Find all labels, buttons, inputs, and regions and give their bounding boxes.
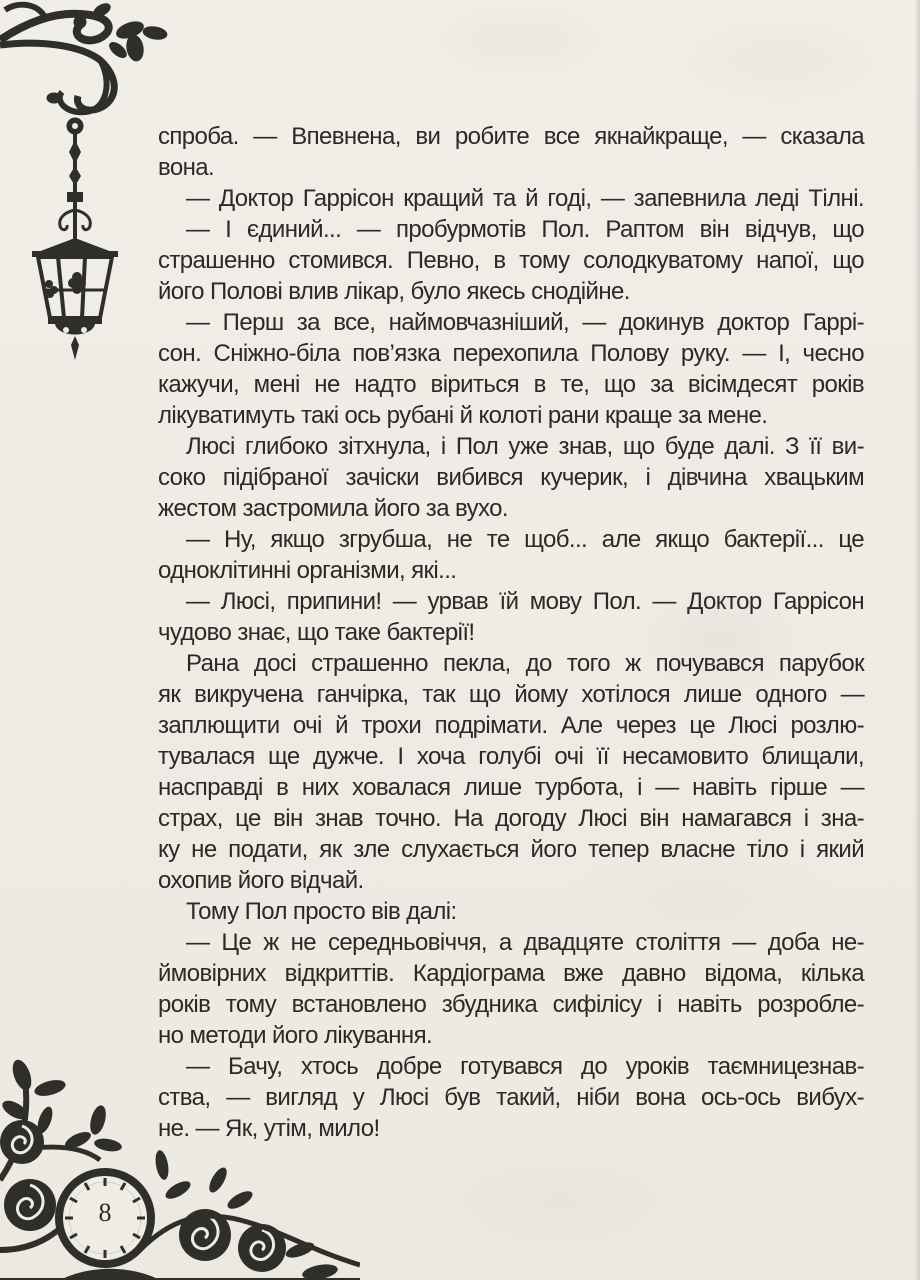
- text-line: кажучи, мені не надто віриться в те, що за вісімдесят років: [158, 371, 864, 398]
- text-line: — І єдиний... — пробурмотів Пол. Раптом він відчув, що: [186, 216, 864, 243]
- text-line: ймовірних відкриттів. Кардіограма вже давно відома, кілька: [158, 960, 864, 987]
- text-line: його Полові влив лікар, було якесь снодійне.: [158, 278, 630, 305]
- text-line: ку не подати, як зле слухається його тепер власне тіло і який: [158, 836, 864, 863]
- text-line: тувалася ще дужче. І хоча голубі очі її несамовито блищали,: [158, 743, 864, 770]
- lantern-ornament-icon: [0, 0, 180, 370]
- text-line: Люсі глибоко зітхнула, і Пол уже знав, що буде далі. З її ви-: [186, 433, 864, 460]
- text-line: як викручена ганчірка, так що йому хотілося лише одного —: [158, 681, 864, 708]
- text-line: одноклітинні організми, які...: [158, 557, 457, 584]
- text-line: страх, це він знав точно. На догоду Люсі він намагався і зна-: [158, 805, 864, 832]
- text-line: Тому Пол просто вів далі:: [186, 898, 457, 925]
- page-edge-shadow: [914, 0, 920, 1280]
- page-number: 8: [98, 1198, 112, 1227]
- text-line: насправді в них ховалася лише турбота, і — навіть гірше —: [158, 774, 864, 801]
- text-line: заплющити очі й трохи подрімати. Але через це Люсі розлю-: [158, 712, 864, 739]
- text-line: — Люсі, припини! — урвав їй мову Пол. — Доктор Гаррісон: [186, 588, 864, 615]
- text-line: — Доктор Гаррісон кращий та й годі, — запевнила леді Тілні.: [186, 185, 864, 212]
- text-line: — Бачу, хтось добре готувався до уроків таємницезнав-: [186, 1053, 864, 1080]
- text-line: страшенно стомився. Певно, в тому солодкуватому напої, що: [158, 247, 864, 274]
- text-line: чудово знає, що таке бактерії!: [158, 619, 475, 646]
- text-line: лікуватимуть такі ось рубані й колоті рани краще за мене.: [158, 402, 768, 429]
- text-line: років тому встановлено збудника сифілісу і навіть розробле-: [158, 991, 864, 1018]
- text-line: вона.: [158, 154, 215, 181]
- text-line: ства, — вигляд у Люсі був такий, ніби вона ось-ось вибух-: [158, 1084, 864, 1111]
- text-line: соко підібраної зачіски вибився кучерик, і дівчина хвацьким: [158, 464, 864, 491]
- text-line: не. — Як, утім, мило!: [158, 1115, 380, 1142]
- text-line: — Ну, якщо згрубша, не те щоб... але якщо бактерії... це: [186, 526, 864, 553]
- text-line: — Це ж не середньовіччя, а двадцяте століття — доба не-: [186, 929, 864, 956]
- text-line: сон. Сніжно-біла пов’язка перехопила Полову руку. — І, чесно: [158, 340, 864, 367]
- text-line: жестом застромила його за вухо.: [158, 495, 508, 522]
- text-line: — Перш за все, наймовчазніший, — докинув доктор Гаррі-: [186, 309, 864, 336]
- text-line: охопив його відчай.: [158, 867, 364, 894]
- text-line: но методи його лікування.: [158, 1022, 433, 1049]
- text-line: спроба. — Впевнена, ви робите все якнайкраще, — сказала: [158, 123, 864, 150]
- body-text: [158, 121, 864, 1144]
- text-line: Рана досі страшенно пекла, до того ж почувався парубок: [186, 650, 864, 677]
